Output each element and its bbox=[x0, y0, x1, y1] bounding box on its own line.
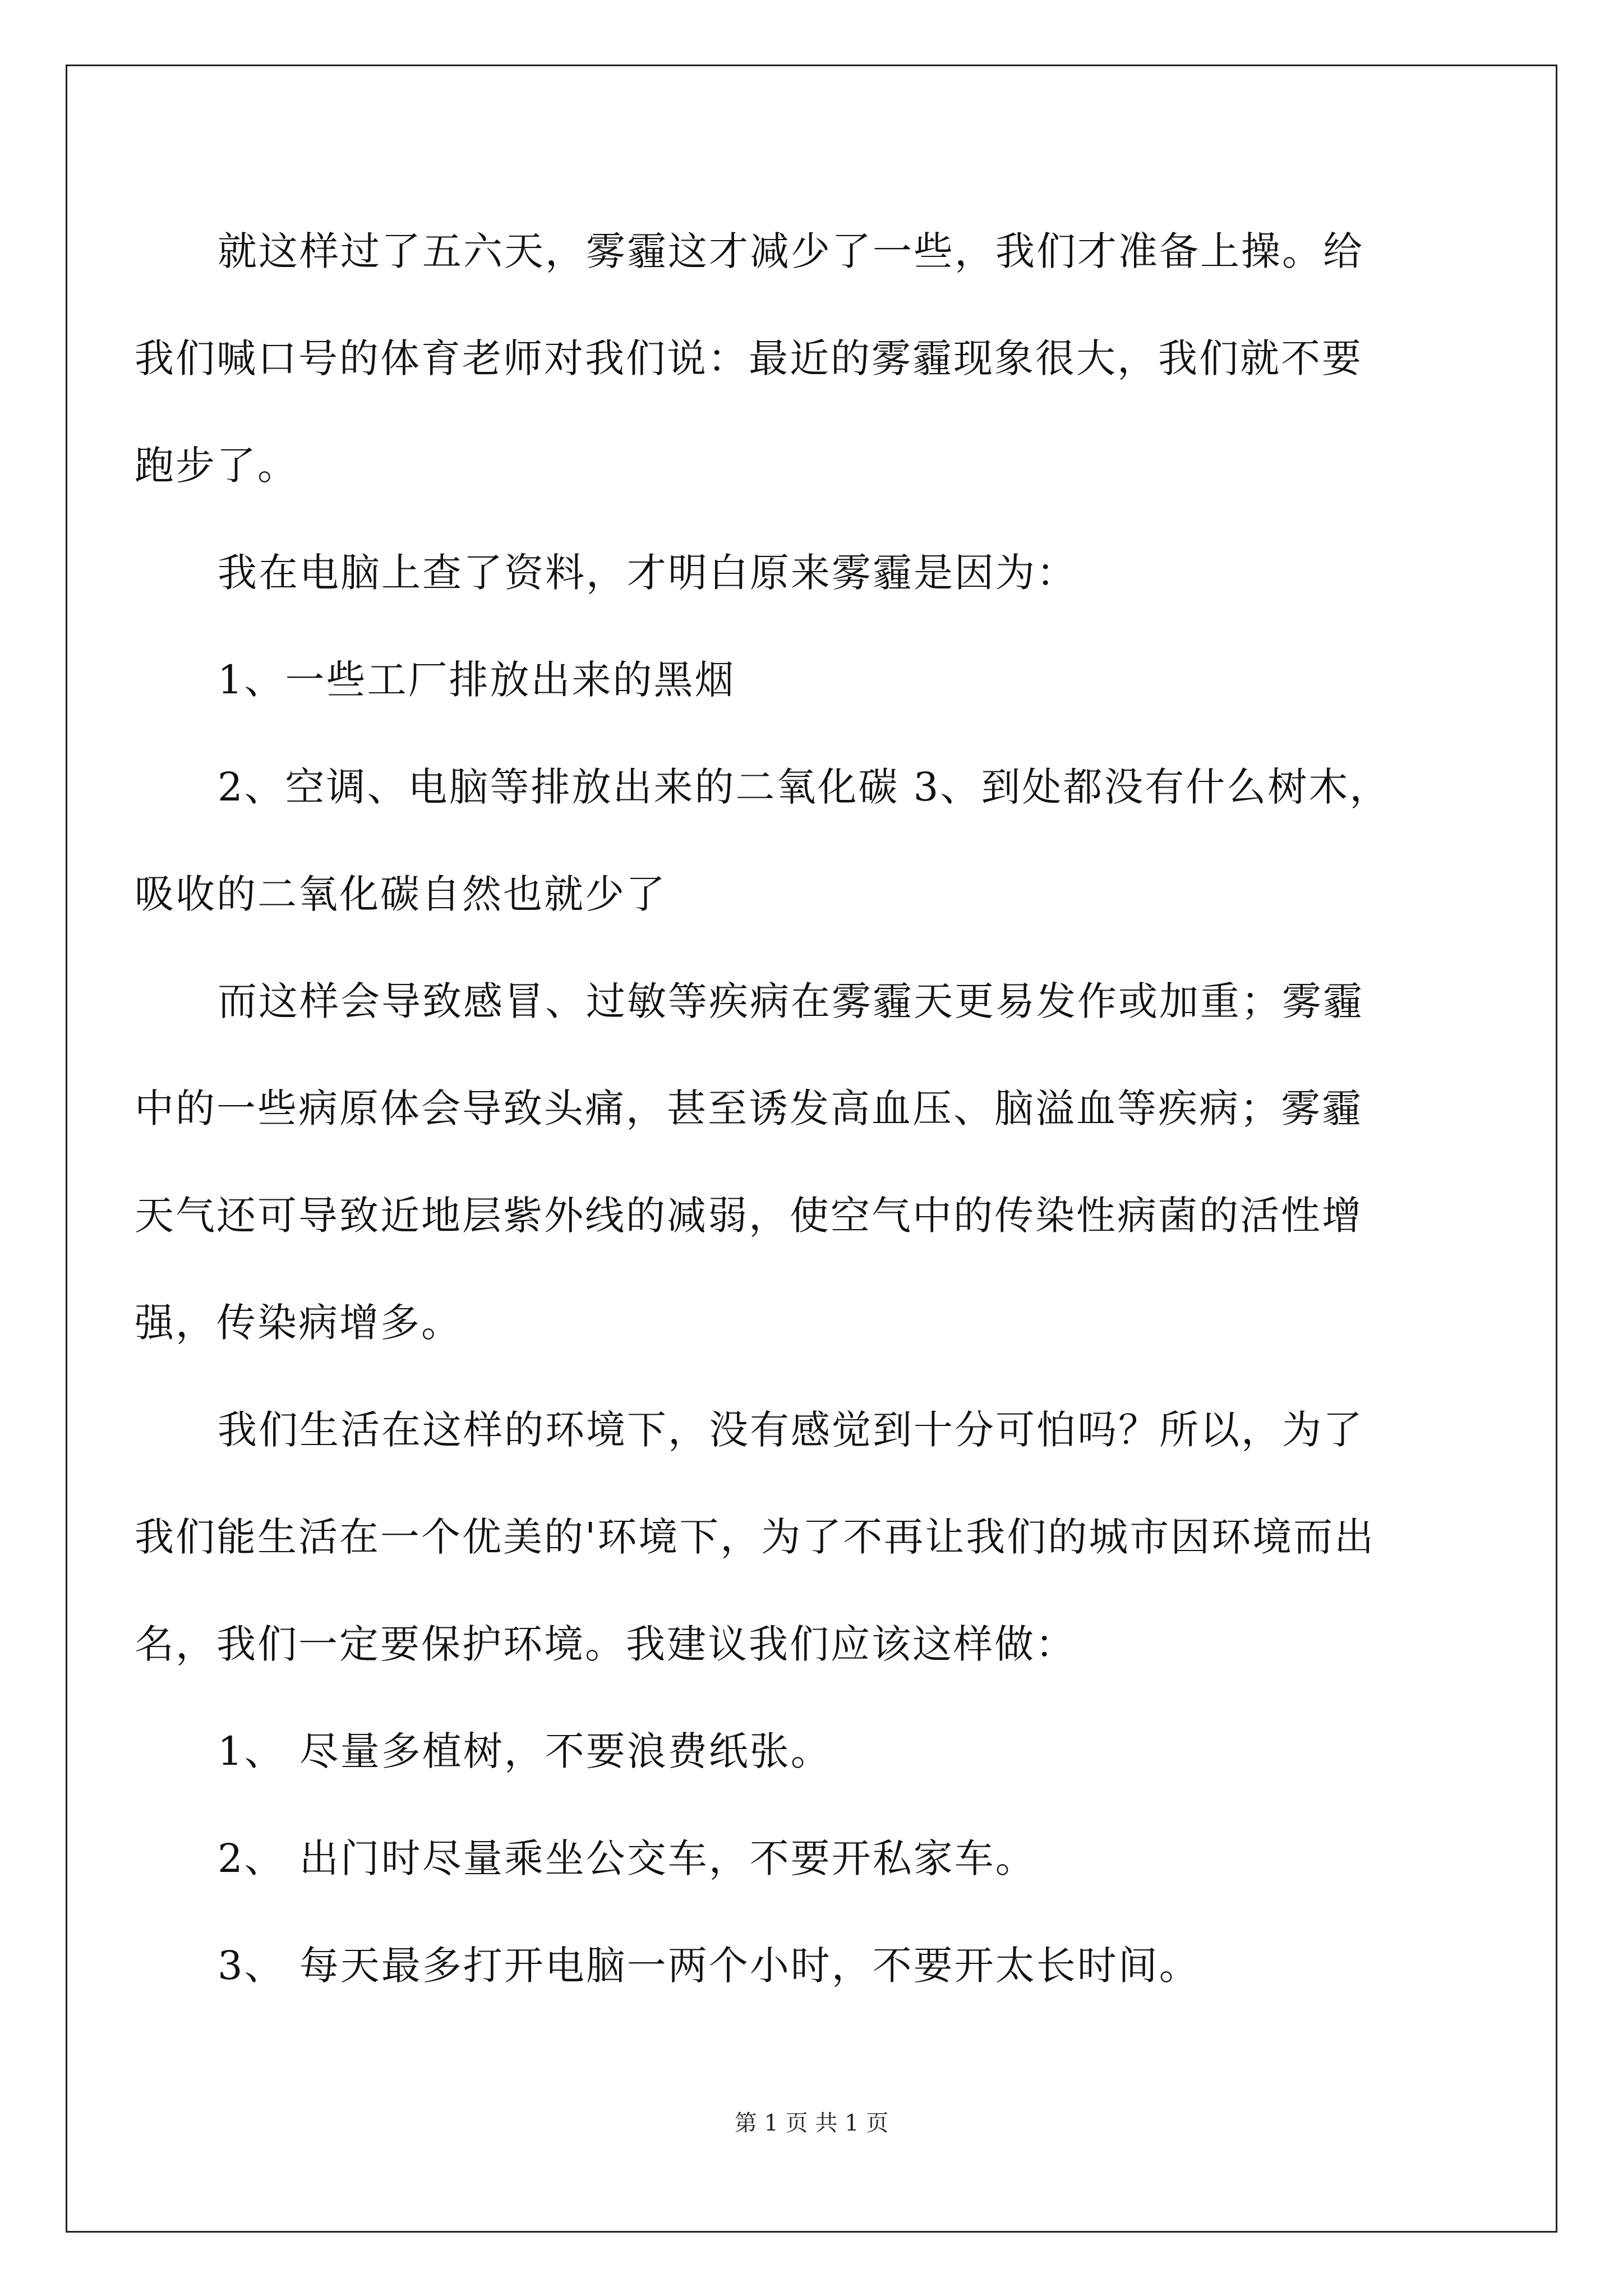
list-line: 3、 每天最多打开电脑一两个小时，不要开太长时间。 bbox=[218, 1943, 1200, 1989]
list-line: 1、 尽量多植树，不要浪费纸张。 bbox=[218, 1728, 832, 1774]
paragraph-line: 天气还可导致近地层紫外线的减弱，使空气中的传染性病菌的活性增 bbox=[135, 1193, 1363, 1239]
paragraph-line: 强，传染病增多。 bbox=[135, 1300, 462, 1346]
paragraph-line: 吸收的二氧化碳自然也就少了 bbox=[135, 871, 667, 917]
paragraph-line: 我们生活在这样的环境下，没有感觉到十分可怕吗？所以，为了 bbox=[218, 1407, 1364, 1453]
paragraph-line: 而这样会导致感冒、过敏等疾病在雾霾天更易发作或加重；雾霾 bbox=[218, 978, 1364, 1024]
list-line: 2、空调、电脑等排放出来的二氧化碳 3、到处都没有什么树木， bbox=[218, 764, 1391, 810]
page-number-footer: 第 1 页 共 1 页 bbox=[734, 2110, 889, 2136]
paragraph-line: 名，我们一定要保护环境。我建议我们应该这样做： bbox=[135, 1621, 1076, 1667]
paragraph-line: 跑步了。 bbox=[135, 443, 298, 489]
paragraph-line: 就这样过了五六天，雾霾这才减少了一些，我们才准备上操。给 bbox=[218, 228, 1364, 274]
page-border bbox=[66, 65, 1557, 2233]
paragraph-line: 我在电脑上查了资料，才明白原来雾霾是因为： bbox=[218, 550, 1077, 596]
paragraph-line: 我们能生活在一个优美的'环境下，为了不再让我们的城市因环境而出 bbox=[135, 1514, 1376, 1560]
paragraph-line: 中的一些病原体会导致头痛，甚至诱发高血压、脑溢血等疾病；雾霾 bbox=[135, 1085, 1363, 1131]
paragraph-line: 我们喊口号的体育老师对我们说：最近的雾霾现象很大，我们就不要 bbox=[135, 335, 1363, 381]
list-line: 1、一些工厂排放出来的黑烟 bbox=[218, 657, 736, 703]
list-line: 2、 出门时尽量乘坐公交车，不要开私家车。 bbox=[218, 1835, 1036, 1881]
